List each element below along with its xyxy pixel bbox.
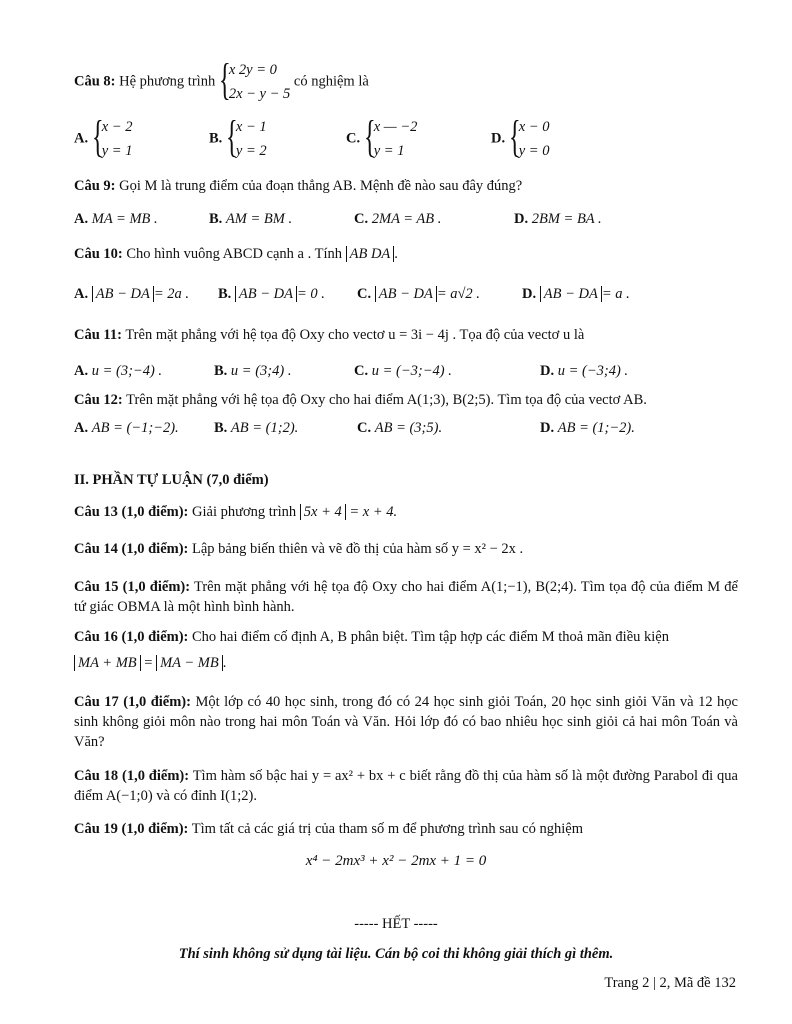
question-label: Câu 18 (1,0 điểm): (74, 768, 190, 784)
question-19 (74, 821, 583, 838)
question-13: Câu 13 (1,0 điểm): Giải phương trình 5x + 4 = x + 4. (74, 504, 398, 520)
question-label: Câu 15 (1,0 điểm): (74, 579, 191, 595)
question-text: Trên mặt phẳng với hệ tọa độ Oxy cho hai điểm A(1;3), B(2;5). Tìm tọa độ của vectơ AB. (126, 392, 647, 408)
question-text: Một lớp có 40 học sinh, trong đó có 24 học sinh giỏi Toán, 20 học sinh giỏi Văn và 12 học sinh không giỏi môn nào trong hai môn Toán và Văn. Hỏi lớp đó có bao nhiêu học sinh giỏi cả hai môn Toán và Văn? (74, 694, 738, 750)
option-b[interactable]: B. AB = (1;2). (214, 420, 299, 436)
option-d[interactable]: D. u = (−3;4) . (540, 363, 629, 379)
end-marker: ----- HẾT ----- (354, 916, 438, 932)
abs-expression: AB − DA (92, 286, 154, 302)
question-17 (74, 692, 738, 752)
option-c[interactable]: C. 2MA = AB . (354, 211, 442, 227)
option-line-1: x — −2 (373, 119, 418, 135)
question-text: Gọi M là trung điểm của đoạn thẳng AB. Mệnh đề nào sau đây đúng? (119, 178, 523, 194)
option-d[interactable]: D. { x − 0 y = 0 (491, 112, 550, 161)
question-text: Giải phương trình (192, 504, 297, 520)
question-label: Câu 19 (1,0 điểm): (74, 821, 189, 837)
abs-expression: MA + MB (74, 655, 141, 671)
section-heading: II. PHẦN TỰ LUẬN (7,0 điểm) (74, 472, 269, 488)
option-a[interactable]: A. u = (3;−4) . (74, 363, 163, 379)
option-line-1: x − 0 (518, 119, 550, 135)
option-line-2: y = 2 (235, 143, 267, 159)
equation-system (218, 55, 291, 106)
option-label: B. (209, 130, 223, 147)
option-b[interactable]: B. AM = BM . (209, 211, 293, 227)
option-b[interactable]: B. { x − 1 y = 2 (209, 112, 267, 161)
option-label: A. (74, 130, 89, 147)
option-text: u = (−3;−4) . (371, 363, 452, 379)
question-label: Câu 16 (1,0 điểm): (74, 629, 189, 645)
question-14 (74, 541, 523, 558)
option-text: 2BM = BA . (531, 211, 602, 227)
option-line-1: x − 1 (235, 119, 267, 135)
option-d[interactable]: D. AB = (1;−2). (540, 420, 635, 436)
option-a[interactable]: A. MA = MB . (74, 211, 158, 227)
option-d[interactable]: D. 2BM = BA . (514, 211, 602, 227)
question-text: Cho hình vuông ABCD cạnh a . Tính (126, 246, 342, 262)
question-text: Cho hai điểm cố định A, B phân biệt. Tìm tập hợp các điểm M thoả mãn điều kiện (192, 629, 669, 645)
question-label: Câu 12: (74, 392, 123, 408)
abs-expression: 5x + 4 (300, 504, 346, 520)
option-b[interactable]: B. AB − DA = 0 . (218, 286, 325, 302)
question-text: Trên mặt phẳng với hệ tọa độ Oxy cho hai điểm A(1;−1), B(2;4). Tìm tọa độ của điểm M để tứ giác OBMA là một hình bình hành. (74, 579, 738, 615)
question-8 (74, 55, 369, 106)
question-text: Tìm tất cả các giá trị của tham số m để phương trình sau có nghiệm (191, 821, 583, 837)
equation: x⁴ − 2mx³ + x² − 2mx + 1 = 0 (305, 853, 487, 869)
abs-expression: AB − DA (375, 286, 437, 302)
option-text: AB = (3;5). (374, 420, 443, 436)
option-text: u = (3;−4) . (91, 363, 163, 379)
question-text: Lập bảng biến thiên và vẽ đồ thị của hàm số y = x² − 2x . (192, 541, 524, 557)
question-15 (74, 577, 738, 617)
brace: { (218, 55, 231, 104)
option-text: u = (−3;4) . (557, 363, 629, 379)
question-9 (74, 178, 522, 195)
question-text: Trên mặt phẳng với hệ tọa độ Oxy cho vectơ u = 3i − 4j . Tọa độ của vectơ u là (125, 327, 585, 343)
system-line-2: 2x − y − 5 (228, 86, 291, 102)
option-b[interactable]: B. u = (3;4) . (214, 363, 292, 379)
question-label: Câu 8: (74, 73, 116, 90)
question-label: Câu 10: (74, 246, 123, 262)
option-a[interactable]: A. { x − 2 y = 1 (74, 112, 133, 161)
option-label: C. (346, 130, 361, 147)
question-label: Câu 9: (74, 178, 116, 194)
option-text: AB = (1;2). (230, 420, 299, 436)
option-line-2: y = 1 (101, 143, 133, 159)
abs-expression: MA − MB (156, 655, 223, 671)
question-18 (74, 766, 738, 806)
question-10: Câu 10: Cho hình vuông ABCD cạnh a . Tính AB DA . (74, 246, 398, 262)
option-text: AM = BM . (225, 211, 293, 227)
option-d[interactable]: D. AB − DA = a . (522, 286, 630, 302)
option-line-2: y = 0 (518, 143, 550, 159)
exam-note: Thí sinh không sử dụng tài liệu. Cán bộ coi thi không giải thích gì thêm. (178, 946, 614, 962)
question-label: Câu 13 (1,0 điểm): (74, 504, 189, 520)
question-tail: có nghiệm là (293, 73, 369, 90)
abs-expression: AB − DA (540, 286, 602, 302)
abs-expression: AB − DA (235, 286, 297, 302)
option-text: AB = (1;−2). (557, 420, 635, 436)
page-footer: Trang 2 | 2, Mã đề 132 (604, 975, 736, 991)
question-text: Tìm hàm số bậc hai y = ax² + bx + c biết rằng đồ thị của hàm số là một đường Parabol đi qua điểm A(−1;0) và có đỉnh I(1;2). (74, 768, 738, 804)
option-text: AB = (−1;−2). (91, 420, 179, 436)
question-label: Câu 11: (74, 327, 122, 343)
option-c[interactable]: C. AB − DA = a√2 . (357, 286, 480, 302)
option-c[interactable]: C. { x — −2 y = 1 (346, 112, 418, 161)
option-line-1: x − 2 (101, 119, 133, 135)
option-text: u = (3;4) . (230, 363, 292, 379)
question-label: Câu 14 (1,0 điểm): (74, 541, 189, 557)
question-12 (74, 392, 647, 409)
option-c[interactable]: C. AB = (3;5). (357, 420, 443, 436)
question-label: Câu 17 (1,0 điểm): (74, 694, 191, 710)
abs-expression: AB DA (346, 246, 395, 262)
system-line-1: x 2y = 0 (228, 62, 277, 78)
option-c[interactable]: C. u = (−3;−4) . (354, 363, 452, 379)
question-text: Hệ phương trình (119, 73, 216, 90)
question-16: Câu 16 (1,0 điểm): Cho hai điểm cố định A, B phân biệt. Tìm tập hợp các điểm M thoả mãn điều kiện MA + MB = MA − MB . (74, 629, 669, 671)
option-line-2: y = 1 (373, 143, 405, 159)
question-11 (74, 327, 584, 344)
option-label: D. (491, 130, 506, 147)
option-a[interactable]: A. AB − DA = 2a . (74, 286, 189, 302)
option-text: MA = MB . (91, 211, 158, 227)
option-a[interactable]: A. AB = (−1;−2). (74, 420, 179, 436)
option-text: 2MA = AB . (371, 211, 442, 227)
